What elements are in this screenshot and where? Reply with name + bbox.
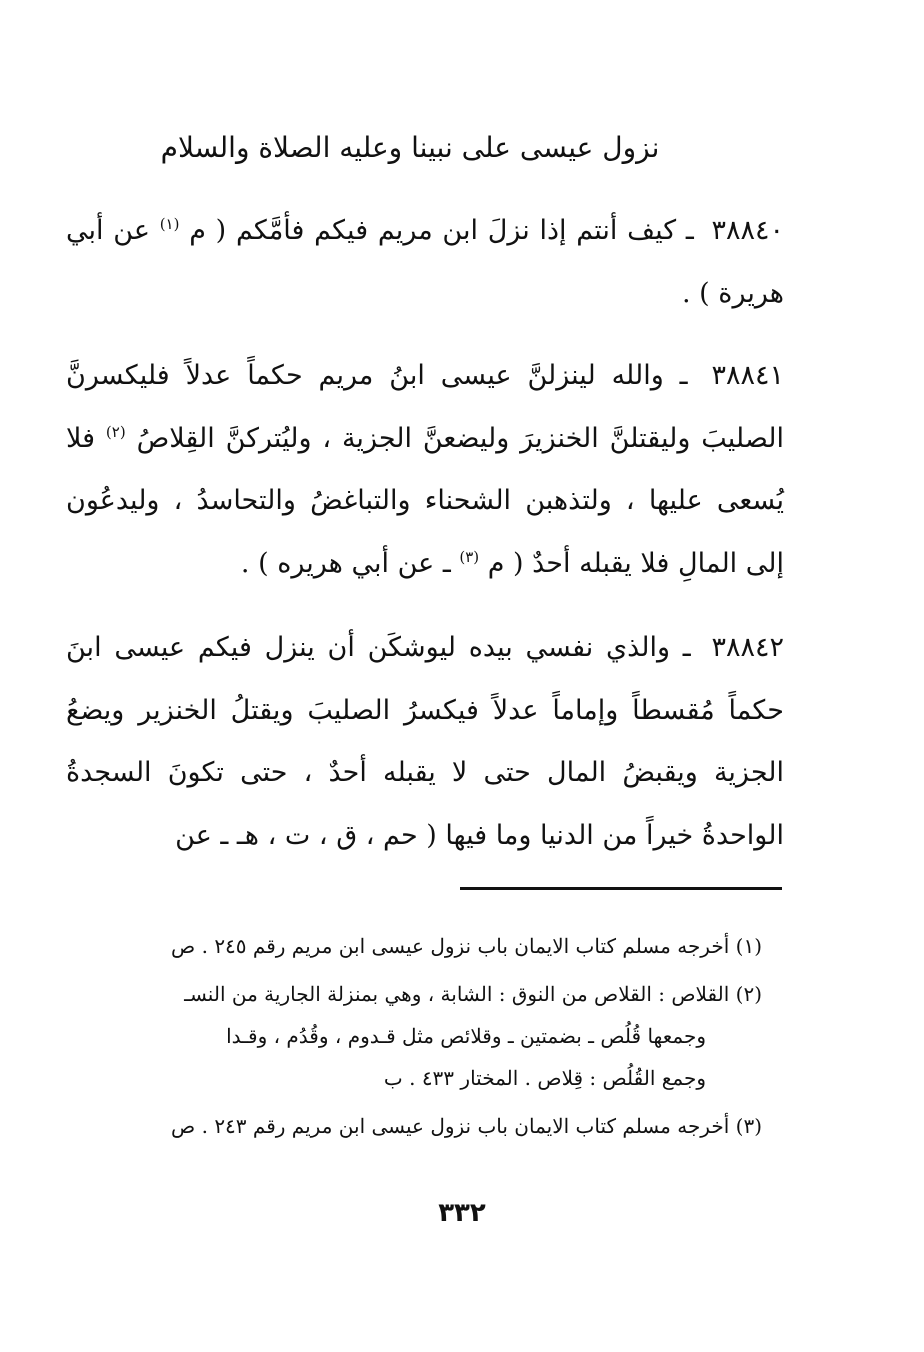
footnote-text: أخرجه مسلم كتاب الايمان باب نزول عيسى ابن مريم رقم ٢٤٣ . ص <box>171 1114 730 1138</box>
footnote-mark: (٢) <box>735 982 762 1006</box>
hadith-text-continued: فلا يُسعى عليها ، ولتذهبن الشحناء والتباغضُ والتحاسدُ ، وليدعُون إلى المالِ فلا يقبله أحدٌ ( م <box>66 422 784 579</box>
footnote-text-continued: وجمع القُلُص : قِلاص . المختار ٤٣٣ . ب <box>383 1066 706 1090</box>
hadith-text: ـ والذي نفسي بيده ليوشكَن أن ينزل فيكم عيسى ابنَ حكماً مُقسطاً وإماماً عدلاً فيكسرُ الصليبَ ويقتلُ الخنزير ويضعُ الجزية ويقبضُ المال حتى لا يقبله أحدٌ ، حتى تكونَ السجدةُ الواحدةُ خيراً من الدنيا وما فيها ( حم ، ق ، ت ، هـ ـ عن <box>66 632 784 851</box>
footnote-text: أخرجه مسلم كتاب الايمان باب نزول عيسى ابن مريم رقم ٢٤٥ . ص <box>171 934 730 958</box>
hadith-number: ٣٨٨٤٢ <box>711 632 784 663</box>
hadith-number: ٣٨٨٤١ <box>711 360 784 391</box>
hadith-text: ـ كيف أنتم إذا نزلَ ابن مريم فيكم فأمَّكم ( م <box>189 215 694 246</box>
footnote-text: القلاص : القلاص من النوق : الشابة ، وهي بمنزلة الجارية من النسـ <box>184 982 730 1006</box>
hadith-text-continued: عن أبي هريرة ) . <box>66 215 784 309</box>
page-number: ٣٣٢ <box>438 1198 486 1228</box>
footnote-text-continued: وجمعها قُلُص ـ بضمتين ـ وقلائص مثل قـدوم ، وقُدُم ، وقـدا <box>226 1024 706 1048</box>
hadith-text: ـ والله لينزلنَّ عيسى ابنُ مريم حكماً عدلاً فليكسرنَّ الصليبَ وليقتلنَّ الخنزيرَ وليضعنَّ الجزية ، وليُتركنَّ القِلاصُ <box>66 360 784 454</box>
footnotes <box>92 925 762 1153</box>
hadith-list <box>66 200 784 889</box>
footnote-2 <box>92 973 762 1099</box>
hadith-text-continued: ـ عن أبي هريره ) . <box>240 547 451 579</box>
hadith-38842 <box>66 617 784 867</box>
footnote-1 <box>92 925 762 967</box>
footnote-reference: (٢) <box>105 422 126 441</box>
footnote-reference: (٣) <box>459 547 480 566</box>
section-title: نزول عيسى على نبينا وعليه الصلاة والسلام <box>160 131 660 164</box>
footnote-mark: (١) <box>735 934 762 958</box>
hadith-38841 <box>66 345 784 595</box>
hadith-38840 <box>66 200 784 325</box>
footnote-separator <box>460 887 782 890</box>
footnote-reference: (١) <box>159 215 180 233</box>
footnote-mark: (٣) <box>735 1114 762 1138</box>
hadith-number: ٣٨٨٤٠ <box>711 215 784 246</box>
footnote-3 <box>92 1105 762 1147</box>
